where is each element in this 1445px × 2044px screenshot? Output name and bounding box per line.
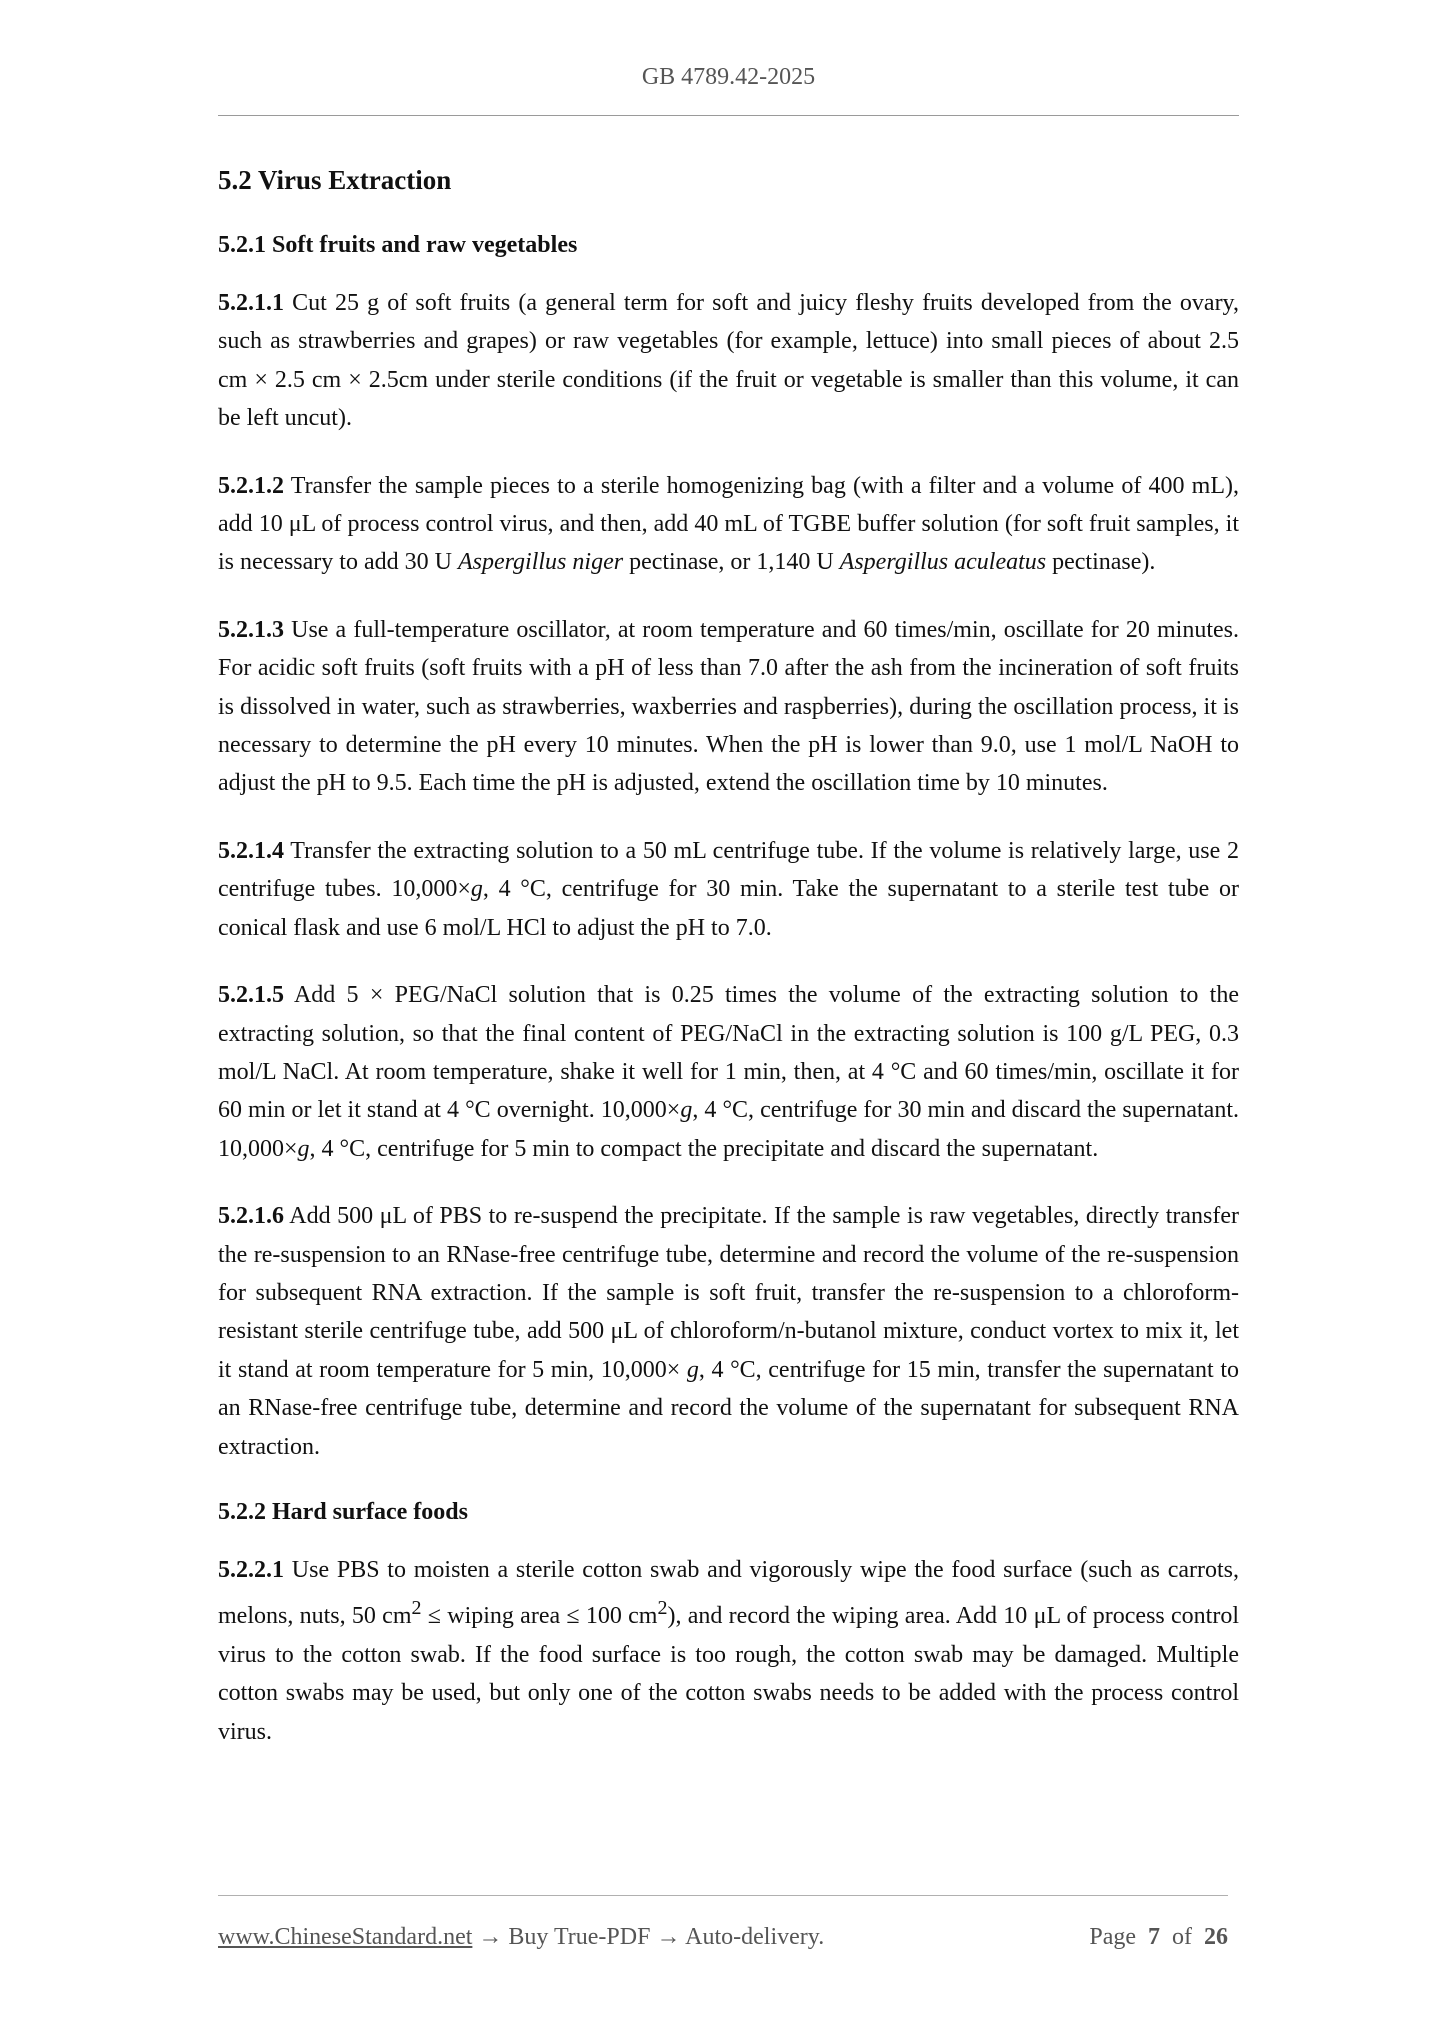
clause-text: Cut 25 g of soft fruits (a general term for soft and juicy fleshy fruits developed from the ovary, such as strawberries and grapes) or raw vegetables (for example, lettuce) into small pieces of about 2.5 cm × 2.5 cm × 2.5cm under sterile conditions (if the fruit or vegetable is smaller than this volume, it can be left uncut).	[218, 290, 1239, 432]
clause-5-2-1-3	[218, 611, 1239, 803]
clause-text: , 4 °C, centrifuge for 30 min and discard the supernatant. 10,000×	[218, 1097, 1239, 1162]
g-force-symbol: g	[680, 1097, 693, 1124]
delivery-text: Auto-delivery.	[685, 1924, 825, 1950]
clause-5-2-1-4	[218, 832, 1239, 947]
clause-number: 5.2.1.4	[218, 837, 284, 864]
superscript: 2	[411, 1597, 422, 1620]
footer-left	[218, 1920, 824, 1954]
clause-text: Transfer the sample pieces to a sterile homogenizing bag (with a filter and a volume of 400 mL), add 10 μL of process control virus, and then, add 40 mL of TGBE buffer solution (for soft fruit samples, it is necessary to add 30 U	[218, 472, 1239, 576]
header-divider	[218, 115, 1239, 116]
clause-5-2-1-1	[218, 284, 1239, 438]
clause-text: , 4 °C, centrifuge for 5 min to compact the precipitate and discard the supernatant.	[309, 1135, 1099, 1162]
g-force-symbol: g	[470, 876, 483, 903]
species-name: Aspergillus niger	[457, 549, 624, 576]
clause-number: 5.2.1.6	[218, 1203, 284, 1230]
g-force-symbol: g	[297, 1135, 310, 1162]
clause-5-2-2-1	[218, 1551, 1239, 1751]
clause-text: Add 500 μL of PBS to re-suspend the precipitate. If the sample is raw vegetables, directly transfer the re-suspension to an RNase-free centrifuge tube, determine and record the volume of the re-suspension for subsequent RNA extraction. If the sample is soft fruit, transfer the re-suspension to a chloroform-resistant sterile centrifuge tube, add 500 μL of chloroform/n-butanol mixture, conduct vortex to mix it, let it stand at room temperature for 5 min, 10,000×	[218, 1203, 1239, 1383]
clause-text: Use PBS to moisten a sterile cotton swab and vigorously wipe the food surface (such as carrots, melons, nuts, 50 cm	[218, 1556, 1240, 1630]
section-heading: 5.2 Virus Extraction	[218, 165, 452, 195]
page-indicator	[1089, 1920, 1228, 1954]
clause-text: , 4 °C, centrifuge for 30 min. Take the supernatant to a sterile test tube or conical flask and use 6 mol/L HCl to adjust the pH to 7.0.	[218, 876, 1239, 941]
clause-text: , 4 °C, centrifuge for 15 min, transfer the supernatant to an RNase-free centrifuge tube, determine and record the volume of the supernatant for subsequent RNA extraction.	[218, 1356, 1239, 1460]
website-link[interactable]: www.ChineseStandard.net	[218, 1924, 473, 1950]
arrow-icon: →	[656, 1924, 681, 1950]
arrow-icon: →	[478, 1924, 503, 1950]
page-total: 26	[1204, 1924, 1228, 1950]
document-header: GB 4789.42-2025	[641, 64, 816, 90]
clause-text: pectinase, or 1,140 U	[623, 549, 840, 576]
clause-text: Use a full-temperature oscillator, at room temperature and 60 times/min, oscillate for 20 minutes. For acidic soft fruits (soft fruits with a pH of less than 7.0 after the ash from the incineration of soft fruits is dissolved in water, such as strawberries, waxberries and raspberries), during the oscillation process, it is necessary to determine the pH every 10 minutes. When the pH is lower than 9.0, use 1 mol/L NaOH to adjust the pH to 9.5. Each time the pH is adjusted, extend the oscillation time by 10 minutes.	[218, 616, 1240, 797]
clause-5-2-1-2	[218, 467, 1239, 582]
clause-number: 5.2.2.1	[218, 1556, 284, 1583]
clause-5-2-1-6	[218, 1197, 1239, 1466]
clause-text: Add 5 × PEG/NaCl solution that is 0.25 times the volume of the extracting solution to the extracting solution, so that the final content of PEG/NaCl in the extracting solution is 100 g/L PEG, 0.3 mol/L NaCl. At room temperature, shake it well for 1 min, then, at 4 °C and 60 times/min, oscillate it for 60 min or let it stand at 4 °C overnight. 10,000×	[218, 982, 1239, 1124]
clause-text: pectinase).	[1046, 549, 1156, 576]
g-force-symbol: g	[686, 1356, 699, 1383]
of-word: of	[1172, 1924, 1192, 1950]
buy-text: Buy True-PDF	[508, 1924, 651, 1950]
clause-text: Transfer the extracting solution to a 50 mL centrifuge tube. If the volume is relatively large, use 2 centrifuge tubes. 10,000×	[218, 837, 1239, 903]
page-content	[218, 162, 1239, 1780]
subsection-heading-soft-fruits: 5.2.1 Soft fruits and raw vegetables	[218, 232, 578, 258]
page-number: 7	[1148, 1924, 1160, 1950]
footer-divider	[218, 1895, 1228, 1896]
clause-number: 5.2.1.2	[218, 472, 284, 499]
clause-number: 5.2.1.3	[218, 616, 284, 643]
superscript: 2	[657, 1597, 668, 1620]
clause-number: 5.2.1.1	[218, 290, 284, 316]
subsection-heading-hard-surface: 5.2.2 Hard surface foods	[218, 1498, 468, 1525]
clause-number: 5.2.1.5	[218, 982, 284, 1009]
page-word: Page	[1089, 1924, 1136, 1950]
clause-text: ), and record the wiping area. Add 10 μL of process control virus to the cotton swab. If the food surface is too rough, the cotton swab may be damaged. Multiple cotton swabs may be used, but only one of the cotton swabs needs to be added with the process control virus.	[218, 1603, 1240, 1745]
clause-text: ≤ wiping area ≤ 100 cm	[421, 1603, 658, 1630]
clause-5-2-1-5	[218, 976, 1239, 1168]
species-name: Aspergillus aculeatus	[839, 549, 1047, 576]
